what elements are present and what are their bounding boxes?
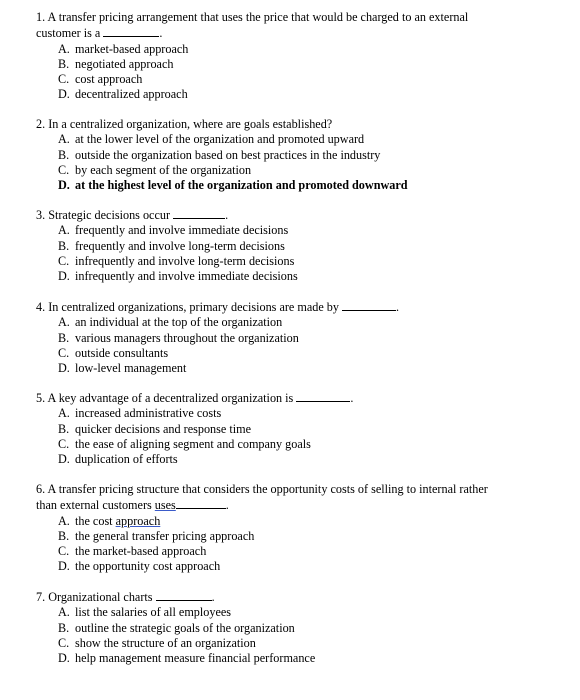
question-stem xyxy=(36,207,546,223)
question-7 xyxy=(36,589,546,666)
question-1 xyxy=(36,10,546,103)
question-stem xyxy=(36,589,546,605)
option-text: outline the strategic goals of the organization xyxy=(75,620,295,635)
option-letter: D. xyxy=(58,361,70,376)
answer-blank xyxy=(176,497,226,509)
option-letter: D. xyxy=(58,269,70,284)
option-letter: B. xyxy=(58,147,70,162)
option-letter: B. xyxy=(58,238,70,253)
question-6 xyxy=(36,482,546,575)
option-letter: A. xyxy=(58,406,70,421)
option-c xyxy=(58,72,546,87)
option-letter: B. xyxy=(58,56,70,71)
option-letter: C. xyxy=(58,436,70,451)
option-letter: D. xyxy=(58,452,70,467)
question-punctuation: . xyxy=(159,26,163,41)
option-d xyxy=(58,361,546,376)
question-stem xyxy=(36,299,546,315)
question-text-flagged-word: uses xyxy=(154,498,176,513)
option-text: market-based approach xyxy=(75,41,189,56)
question-text: 3. Strategic decisions occur xyxy=(36,208,171,222)
option-letter: B. xyxy=(58,528,70,543)
option-a xyxy=(58,42,546,57)
question-3 xyxy=(36,207,546,284)
option-c xyxy=(58,544,546,559)
option-text: duplication of efforts xyxy=(75,452,178,467)
question-text-continued: than external customers xyxy=(36,498,152,513)
option-text: increased administrative costs xyxy=(75,406,222,421)
question-punctuation: . xyxy=(396,300,400,314)
option-c xyxy=(58,254,546,269)
option-letter: A. xyxy=(58,315,70,330)
question-punctuation: . xyxy=(225,208,229,222)
option-d xyxy=(58,269,546,284)
option-letter: D. xyxy=(58,651,70,666)
question-stem xyxy=(36,10,546,42)
option-d xyxy=(58,651,546,666)
option-d xyxy=(58,452,546,467)
option-b xyxy=(58,57,546,72)
option-letter: C. xyxy=(58,253,70,268)
option-letter: B. xyxy=(58,620,70,635)
option-text: at the highest level of the organization and promoted downward xyxy=(75,178,408,193)
option-d-highlighted xyxy=(58,178,546,193)
option-text: cost approach xyxy=(75,72,143,87)
option-list xyxy=(36,315,546,376)
option-c xyxy=(58,636,546,651)
question-text: 4. In centralized organizations, primary decisions are made by xyxy=(36,300,339,314)
option-letter: D. xyxy=(58,87,70,102)
option-b xyxy=(58,331,546,346)
option-b xyxy=(58,422,546,437)
option-text: the general transfer pricing approach xyxy=(75,528,255,543)
option-letter: C. xyxy=(58,544,70,559)
option-list xyxy=(36,406,546,467)
question-stem xyxy=(36,390,546,406)
option-letter: C. xyxy=(58,345,70,360)
option-text: by each segment of the organization xyxy=(75,162,252,177)
question-text-continued: customer is a xyxy=(36,26,101,41)
option-text: frequently and involve long-term decisions xyxy=(75,238,285,253)
option-text: list the salaries of all employees xyxy=(75,605,232,620)
option-text: quicker decisions and response time xyxy=(75,421,251,436)
option-letter: C. xyxy=(58,162,70,177)
question-stem xyxy=(36,117,546,132)
option-letter: A. xyxy=(58,513,70,528)
option-b xyxy=(58,148,546,163)
option-letter: C. xyxy=(58,72,70,87)
option-text: at the lower level of the organization and promoted upward xyxy=(75,132,365,147)
question-4 xyxy=(36,299,546,376)
option-text: frequently and involve immediate decisions xyxy=(75,223,289,238)
question-5 xyxy=(36,390,546,467)
option-text: various managers throughout the organization xyxy=(75,330,299,345)
question-2 xyxy=(36,117,546,193)
question-text: 2. In a centralized organization, where are goals established? xyxy=(36,117,333,131)
answer-blank xyxy=(342,299,396,311)
option-text: outside consultants xyxy=(75,345,169,360)
option-letter: C. xyxy=(58,635,70,650)
option-letter: A. xyxy=(58,223,70,238)
option-list xyxy=(36,223,546,284)
option-text: low-level management xyxy=(75,361,187,376)
option-letter: A. xyxy=(58,132,70,147)
option-text: infrequently and involve long-term decisions xyxy=(75,253,295,268)
option-letter: B. xyxy=(58,330,70,345)
option-text: the ease of aligning segment and company goals xyxy=(75,436,311,451)
option-text: the market-based approach xyxy=(75,544,207,559)
option-text: help management measure financial performance xyxy=(75,651,316,666)
option-c xyxy=(58,163,546,178)
answer-blank xyxy=(296,390,350,402)
option-text: an individual at the top of the organization xyxy=(75,315,283,330)
answer-blank xyxy=(103,25,159,37)
option-a xyxy=(58,605,546,620)
option-text: outside the organization based on best practices in the industry xyxy=(75,147,381,162)
question-stem xyxy=(36,482,546,514)
question-punctuation: . xyxy=(211,590,215,604)
option-list xyxy=(36,132,546,193)
question-text: 1. A transfer pricing arrangement that uses the price that would be charged to an external xyxy=(36,10,469,24)
option-text: infrequently and involve immediate decisions xyxy=(75,269,298,284)
option-a xyxy=(58,514,546,529)
option-a xyxy=(58,132,546,147)
option-c xyxy=(58,437,546,452)
question-text: 5. A key advantage of a decentralized organization is xyxy=(36,391,294,405)
question-punctuation: . xyxy=(225,498,229,513)
option-list xyxy=(36,605,546,666)
option-letter: D. xyxy=(58,178,70,193)
option-text: decentralized approach xyxy=(75,87,188,102)
option-c xyxy=(58,346,546,361)
question-text: 7. Organizational charts xyxy=(36,590,153,604)
option-letter: A. xyxy=(58,605,70,620)
question-text: 6. A transfer pricing structure that considers the opportunity costs of selling to internal rather xyxy=(36,482,488,496)
option-text: negotiated approach xyxy=(75,56,174,71)
option-a xyxy=(58,223,546,238)
answer-blank xyxy=(156,589,212,601)
option-d xyxy=(58,87,546,102)
option-letter: D. xyxy=(58,559,70,574)
question-punctuation: . xyxy=(350,391,354,405)
option-a xyxy=(58,315,546,330)
option-letter: A. xyxy=(58,41,70,56)
option-a xyxy=(58,406,546,421)
option-text: the opportunity cost approach xyxy=(75,559,221,574)
option-b xyxy=(58,529,546,544)
option-text: the cost xyxy=(75,513,113,528)
option-d xyxy=(58,559,546,574)
option-text: show the structure of an organization xyxy=(75,635,256,650)
option-list xyxy=(36,42,546,103)
option-letter: B. xyxy=(58,421,70,436)
option-list xyxy=(36,514,546,575)
option-text-flagged-word: approach xyxy=(115,513,161,528)
option-b xyxy=(58,621,546,636)
answer-blank xyxy=(173,207,225,219)
option-b xyxy=(58,239,546,254)
